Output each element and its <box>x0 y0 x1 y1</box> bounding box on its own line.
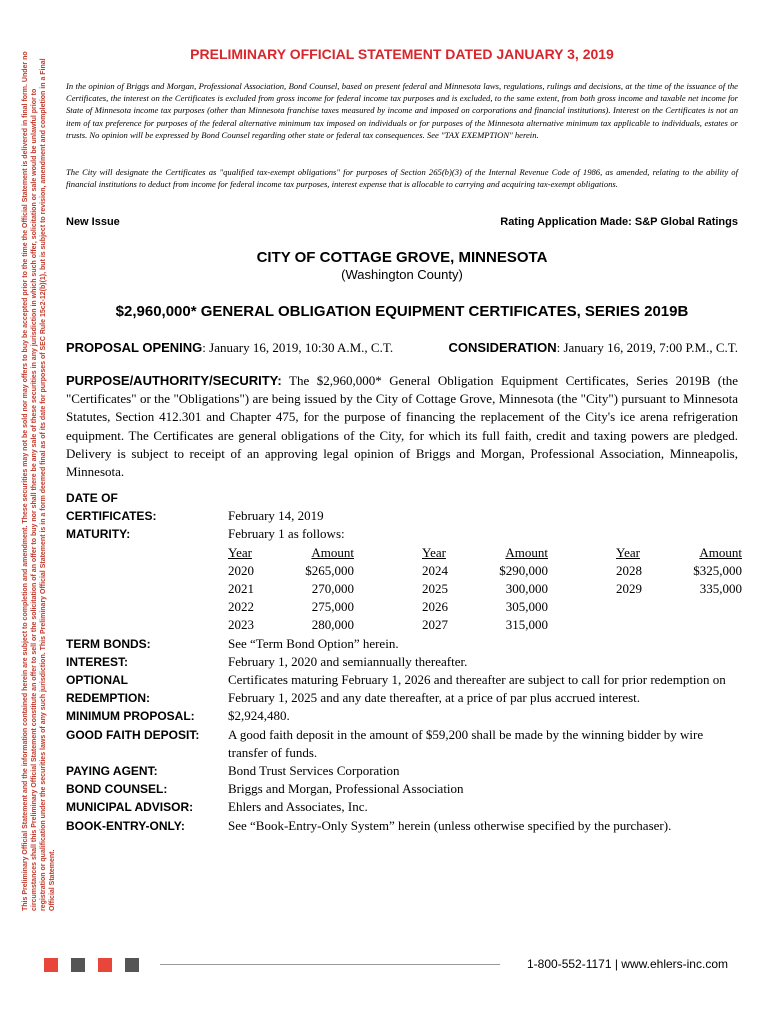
maturity-year-header: Year <box>616 544 640 560</box>
maturity-year <box>616 616 686 634</box>
optional-value: Certificates maturing February 1, 2026 and thereafter are subject to call for prior redemption on February 1, 2025 and any date thereafter, at a price of par plus accrued interest. <box>228 671 726 706</box>
side-disclaimer <box>0 0 56 920</box>
maturity-amount: 270,000 <box>311 580 354 596</box>
term-bonds-value: See “Term Bond Option” herein. <box>228 635 399 651</box>
terms-row-bond-counsel <box>66 780 738 798</box>
terms-row-date <box>66 489 738 525</box>
logo-square <box>44 958 58 972</box>
advisor-label: MUNICIPAL ADVISOR: <box>66 800 194 815</box>
maturity-row <box>228 598 742 616</box>
maturity-amount-header: Amount <box>505 544 548 560</box>
maturity-year: 2029 <box>616 580 642 596</box>
date-label-line1: DATE OF <box>66 491 118 505</box>
county-name: (Washington County) <box>341 267 463 282</box>
city-name: CITY OF COTTAGE GROVE, MINNESOTA <box>256 249 548 266</box>
consideration <box>448 340 738 356</box>
maturity-year-header: Year <box>422 544 446 560</box>
certificate-title: $2,960,000* GENERAL OBLIGATION EQUIPMENT CERTIFICATES, SERIES 2019B <box>115 303 689 320</box>
purpose-label: PURPOSE/AUTHORITY/SECURITY: <box>66 373 282 388</box>
proposal-opening-label: PROPOSAL OPENING <box>66 340 203 355</box>
date-value: February 14, 2019 <box>228 508 324 524</box>
maturity-amount: 280,000 <box>311 617 354 633</box>
optional-label-line2: REDEMPTION: <box>66 691 150 706</box>
maturity-amount <box>686 616 742 634</box>
maturity-row <box>228 562 742 580</box>
bond-counsel-value: Briggs and Morgan, Professional Association <box>228 781 464 797</box>
terms-row-advisor <box>66 798 738 816</box>
maturity-label: MATURITY: <box>66 527 131 542</box>
date-value-cell <box>228 489 738 525</box>
terms-row-good-faith <box>66 726 738 762</box>
maturity-row <box>228 580 742 598</box>
terms-section <box>66 489 742 835</box>
consideration-label: CONSIDERATION <box>448 340 557 355</box>
maturity-amount: $325,000 <box>693 562 742 578</box>
proposal-opening-value: : January 16, 2019, 10:30 A.M., C.T. <box>202 340 394 355</box>
issue-row <box>66 216 738 228</box>
logo-square <box>98 958 112 972</box>
maturity-year: 2024 <box>422 562 448 578</box>
maturity-amount: 315,000 <box>505 617 548 633</box>
maturity-amount-header: Amount <box>311 544 354 560</box>
maturity-amount: 300,000 <box>505 580 548 596</box>
maturity-year: 2021 <box>228 580 254 596</box>
maturity-year: 2028 <box>616 562 642 578</box>
maturity-year: 2027 <box>422 617 448 633</box>
maturity-year: 2020 <box>228 562 254 578</box>
proposal-opening <box>66 340 393 356</box>
maturity-amount <box>686 598 742 616</box>
minimum-label: MINIMUM PROPOSAL: <box>66 709 195 724</box>
maturity-year <box>616 598 686 616</box>
tax-opinion-paragraph: In the opinion of Briggs and Morgan, Professional Association, Bond Counsel, based on present federal and Minnesota laws, regulations, rulings and decisions, at the time of the issuance of the Certificates, the interest on the Certificates is excluded from gross income for federal income tax purposes and is excluded, to the same extent, from both gross income and taxable net income for State of Minnesota income tax purposes (other than Minnesota franchise taxes measured by income and imposed on corporations and financial institutions). Interest on the Certificates is not an item of tax preference for purposes of the federal alternative minimum tax imposed on individuals or for purposes of the Minnesota alternative minimum tax applicable to individuals, estates or trusts. No opinion will be expressed by Bond Counsel regarding other state or federal tax consequences. See "TAX EXEMPTION" herein. <box>66 81 738 140</box>
date-label <box>66 489 228 525</box>
good-faith-label: GOOD FAITH DEPOSIT: <box>66 727 200 742</box>
terms-row-book-entry <box>66 817 738 835</box>
maturity-table <box>228 544 742 635</box>
maturity-cell <box>228 525 742 634</box>
terms-row-optional <box>66 671 738 707</box>
term-bonds-label: TERM BONDS: <box>66 636 151 651</box>
maturity-year: 2022 <box>228 599 254 615</box>
good-faith-value: A good faith deposit in the amount of $59,200 shall be made by the winning bidder by wire transfer of funds. <box>228 726 704 760</box>
tax-designation-paragraph: The City will designate the Certificates as "qualified tax-exempt obligations" for purposes of Section 265(b)(3) of the Internal Revenue Code of 1986, as amended, relating to the ability of financial institutions to deduct from income for federal income tax purposes, interest expense that is allocable to carrying and acquiring tax-exempt obligations. <box>66 167 738 190</box>
footer-contact[interactable]: 1-800-552-1171 | www.ehlers-inc.com <box>527 957 728 971</box>
interest-value: February 1, 2020 and semiannually thereafter. <box>228 653 468 669</box>
terms-row-term-bonds <box>66 635 738 653</box>
side-disclaimer-text: This Preliminary Official Statement and the information contained herein are subject to completion and amendment. These securities may not be sold nor may offers to buy be accepted prior to the time the Official Statement is delivered in final form. Under no circumstances shall this Preliminary Official Statement constitute an offer to sell or the solicitation of an offer to buy nor shall there be any sale of these securities in any jurisdiction in which such offer, solicitation or sale would be unlawful prior to registration or qualification under the securities laws of any such jurisdiction. This Preliminary Official Statement is in a form deemed final as of its date for purposes of SEC Rule 15c2-12(b)(1), but is subject to revision, amendment and completion in a Final Official Statement. <box>22 51 56 911</box>
maturity-amount: $290,000 <box>499 562 548 578</box>
purpose-text: The $2,960,000* General Obligation Equipment Certificates, Series 2019B (the "Certificates" or the "Obligations") are being issued by the City of Cottage Grove, Minnesota (the "City") pursuant to Minnesota Statutes, Section 412.301 and Chapter 475, for the purpose of financing the replacement of the City's ice arena refrigeration equipment. The Certificates are general obligations of the City, for which its full faith, credit and taxing powers are pledged. Delivery is subject to receipt of an approving legal opinion of Briggs and Morgan, Professional Association, Minneapolis, Minnesota. <box>66 373 738 480</box>
optional-label <box>66 671 228 707</box>
logo-square <box>71 958 85 972</box>
maturity-amount: 335,000 <box>699 580 742 596</box>
maturity-header-row <box>228 544 742 562</box>
footer-logo-squares <box>44 958 152 972</box>
book-entry-label: BOOK-ENTRY-ONLY: <box>66 818 185 833</box>
terms-row-minimum <box>66 707 738 725</box>
terms-row-paying-agent <box>66 762 738 780</box>
terms-row-interest <box>66 653 738 671</box>
book-entry-value: See “Book-Entry-Only System” herein (unless otherwise specified by the purchaser). <box>228 817 672 833</box>
page-title: PRELIMINARY OFFICIAL STATEMENT DATED JANUARY 3, 2019 <box>190 46 614 62</box>
proposal-row <box>66 340 738 356</box>
paying-agent-value: Bond Trust Services Corporation <box>228 762 400 778</box>
maturity-amount-header: Amount <box>699 544 742 560</box>
maturity-year: 2026 <box>422 599 448 615</box>
purpose-paragraph <box>66 372 738 481</box>
footer-divider <box>160 964 500 965</box>
paying-agent-label: PAYING AGENT: <box>66 763 158 778</box>
maturity-amount: $265,000 <box>305 562 354 578</box>
maturity-value: February 1 as follows: <box>228 526 345 542</box>
maturity-amount: 275,000 <box>311 599 354 615</box>
maturity-row <box>228 616 742 634</box>
minimum-value: $2,924,480. <box>228 708 290 724</box>
interest-label: INTEREST: <box>66 654 129 669</box>
maturity-year: 2023 <box>228 617 254 633</box>
date-spacer <box>228 489 738 507</box>
advisor-value: Ehlers and Associates, Inc. <box>228 799 368 815</box>
optional-label-line1: OPTIONAL <box>66 672 128 687</box>
maturity-amount: 305,000 <box>505 599 548 615</box>
maturity-year-header: Year <box>228 544 252 560</box>
maturity-year: 2025 <box>422 580 448 596</box>
consideration-value: : January 16, 2019, 7:00 P.M., C.T. <box>556 340 738 355</box>
rating-label: Rating Application Made: S&P Global Ratings <box>500 216 738 228</box>
terms-row-maturity <box>66 525 742 634</box>
date-label-line2: CERTIFICATES: <box>66 509 157 524</box>
new-issue-label: New Issue <box>66 216 120 228</box>
logo-square <box>125 958 139 972</box>
bond-counsel-label: BOND COUNSEL: <box>66 782 168 797</box>
